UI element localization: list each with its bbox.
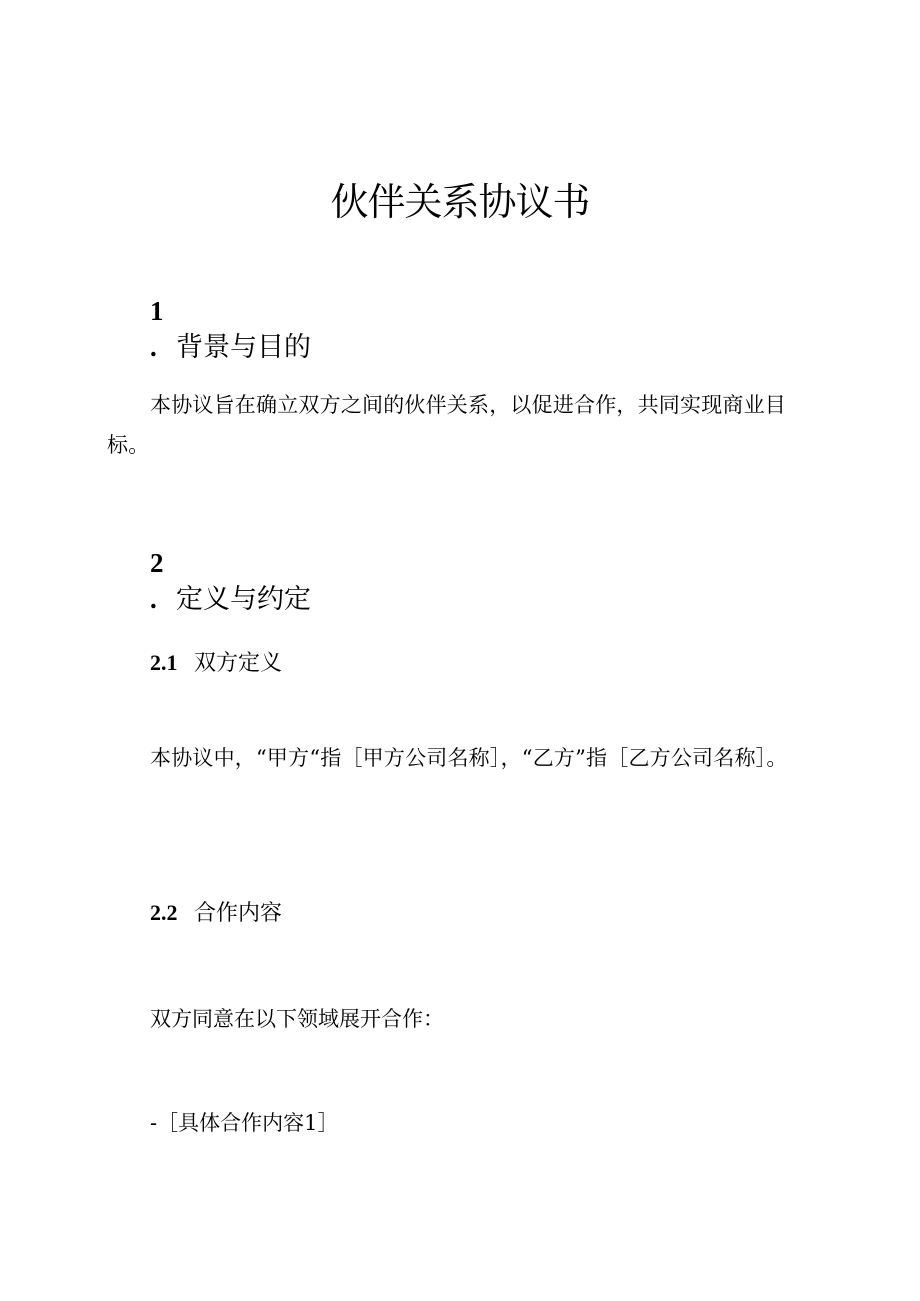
section-2-number: 2 .	[150, 548, 164, 614]
section-1-paragraph: 本协议旨在确立双方之间的伙伴关系，以促进合作，共同实现商业目标。	[107, 393, 786, 457]
document-title: 伙伴关系协议书	[330, 180, 590, 224]
section-1-title: 背景与目的	[176, 332, 311, 363]
subsection-2-1-title: 双方定义	[194, 651, 283, 676]
subsection-2-1-heading	[150, 648, 282, 679]
section-2-title: 定义与约定	[176, 584, 311, 615]
list-item: -［具体合作内容1］	[150, 1111, 339, 1135]
section-1-heading	[150, 293, 311, 366]
subsection-2-2-heading	[150, 898, 282, 929]
subsection-2-2-intro: 双方同意在以下领域展开合作：	[150, 1007, 444, 1031]
section-2-heading	[150, 545, 311, 618]
section-1-number: 1 .	[150, 296, 164, 362]
subsection-2-2-title: 合作内容	[194, 901, 283, 926]
subsection-2-1-paragraph: 本协议中，“甲方“指［甲方公司名称］，“乙方”指［乙方公司名称］。	[150, 746, 788, 770]
subsection-2-2-number: 2.2	[150, 900, 178, 925]
subsection-2-1-number: 2.1	[150, 650, 178, 675]
